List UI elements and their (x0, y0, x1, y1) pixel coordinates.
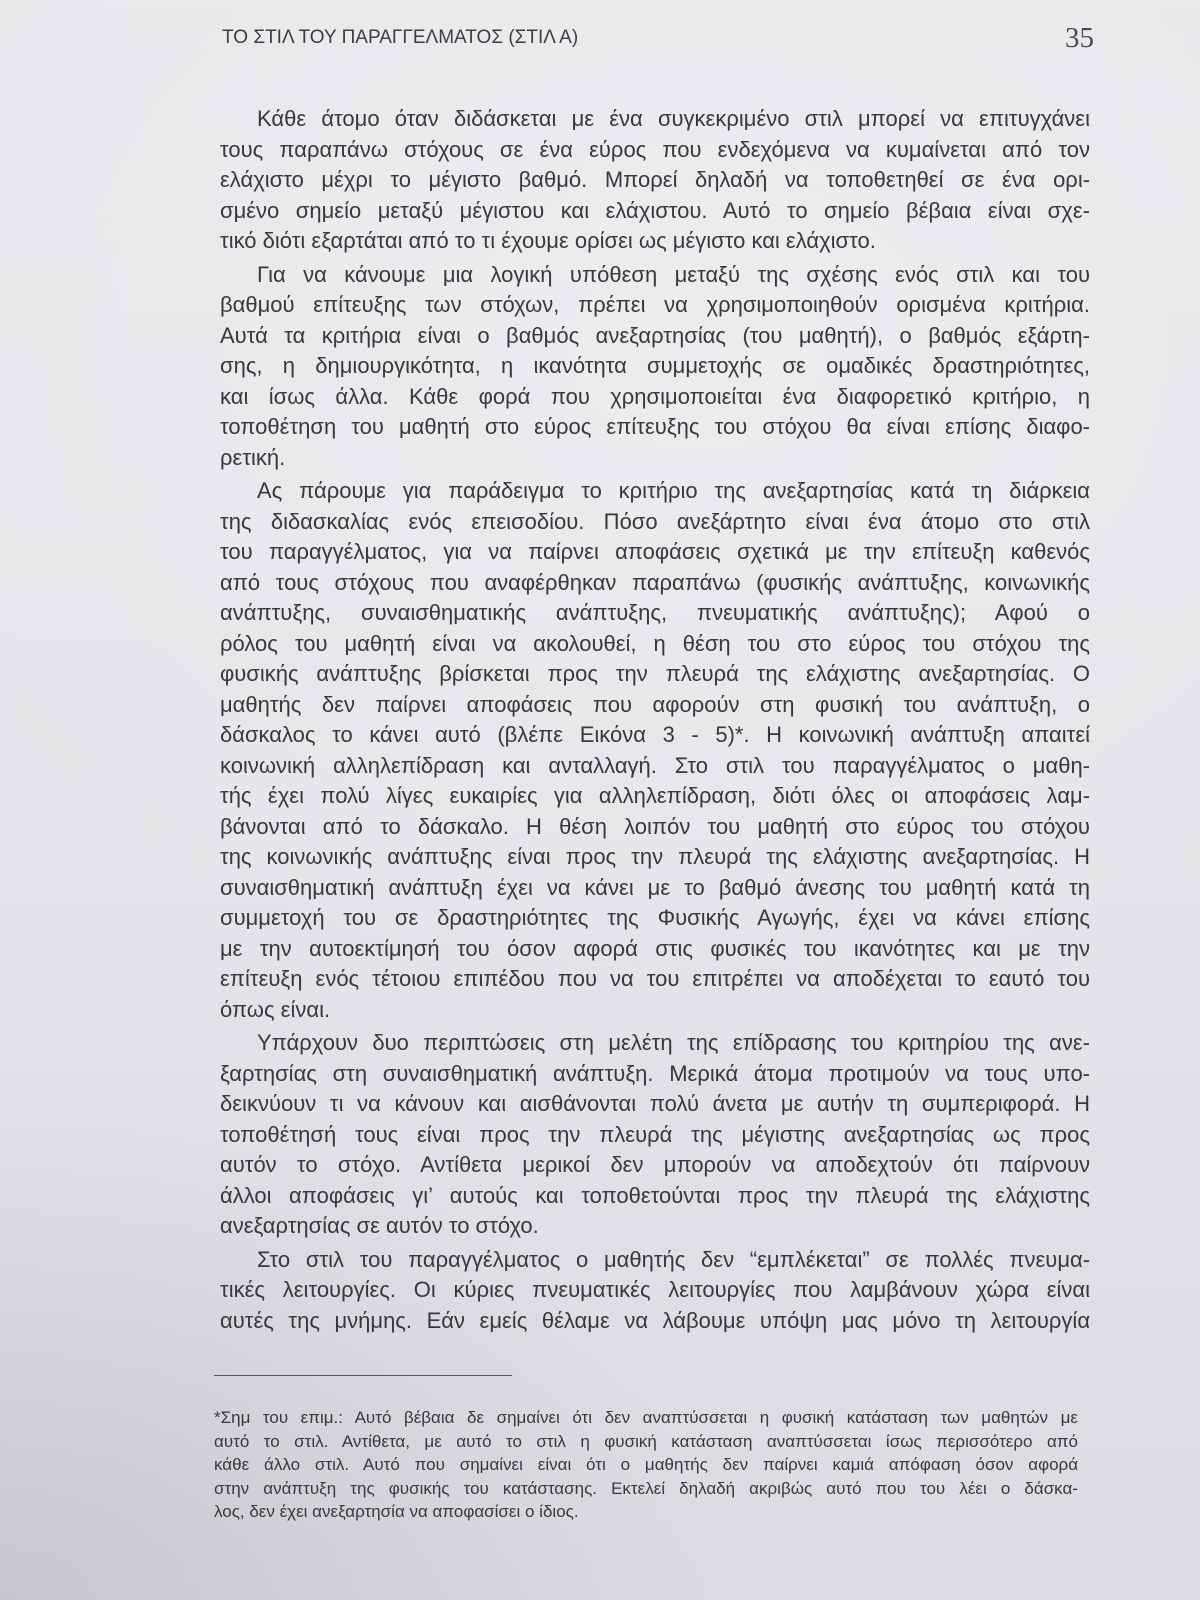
page-number: 35 (1065, 22, 1094, 54)
text-line: τής έχει πολύ λίγες ευκαιρίες για αλληλεπίδραση, διότι όλες οι αποφάσεις λαμ- (220, 783, 1091, 808)
paragraph (220, 260, 1090, 474)
text-line: με την αυτοεκτίμησή του όσον αφορά στις φυσικές του ικανότητες και με την (220, 935, 1090, 961)
text-line: άλλοι αποφάσεις γι’ αυτούς και τοποθετούνται προς την πλευρά της ελάχιστης (220, 1182, 1090, 1208)
text-line: Αυτά τα κριτήρια είναι ο βαθμός ανεξαρτησίας (του μαθητή), ο βαθμός εξάρτη- (220, 322, 1090, 348)
paragraph (220, 476, 1090, 1025)
paragraph (220, 104, 1090, 257)
text-line: βαθμού επίτευξης των στόχων, πρέπει να χρησιμοποιηθούν ορισμένα κριτήρια. (220, 292, 1090, 317)
text-line: του παραγγέλματος, για να παίρνει αποφάσεις σχετικά με την επίτευξη καθενός (220, 539, 1091, 564)
text-line: φυσικής ανάπτυξης βρίσκεται προς την πλευρά της ελάχιστης ανεξαρτησίας. Ο (220, 661, 1090, 686)
text-line: της διδασκαλίας ενός επεισοδίου. Πόσο ανεξάρτητο είναι ένα άτομο στο στιλ (220, 508, 1091, 534)
text-line: βάνονται από το δάσκαλο. Η θέση λοιπόν του μαθητή στο εύρος του στόχου (220, 813, 1090, 839)
text-line: δεικνύουν τι να κάνουν και αισθάνονται πολύ άνετα με αυτήν τη συμπεριφορά. Η (220, 1091, 1090, 1116)
footnote (214, 1406, 1078, 1524)
paragraph (220, 1245, 1090, 1337)
text-line: επίτευξη ενός τέτοιου επιπέδου που να του επιτρέπει να αποδέχεται το εαυτό του (220, 966, 1090, 991)
text-line: αυτές της μνήμης. Εάν εμείς θέλαμε να λάβουμε υπόψη μας μόνο τη λειτουργία (220, 1307, 1091, 1333)
footnote-line: *Σημ του επιμ.: Αυτό βέβαια δε σημαίνει ότι δεν αναπτύσσεται η φυσική κατάσταση των μαθητών με (214, 1408, 1078, 1427)
text-line: συμμετοχή του σε δραστηριότητες της Φυσικής Αγωγής, έχει να κάνει επίσης (220, 905, 1090, 930)
text-line: σης, η δημιουργικότητα, η ικανότητα συμμετοχής σε ομαδικές δραστηριότητες, (220, 353, 1090, 378)
text-line: συναισθηματική ανάπτυξη έχει να κάνει με το βαθμό άνεσης του μαθητή κατά τη (220, 874, 1090, 900)
text-line: τους παραπάνω στόχους σε ένα εύρος που ενδεχόμενα να κυμαίνεται από τον (220, 136, 1090, 162)
text-line: ελάχιστο μέχρι το μέγιστο βαθμό. Μπορεί δηλαδή να τοποθετηθεί σε ένα ορι- (220, 167, 1091, 192)
footnote-line: αυτό το στιλ. Αντίθετα, με αυτό το στιλ η φυσική κατάσταση αναπτύσσεται ίσως περισσότερο από (214, 1431, 1078, 1451)
text-line: και ίσως άλλα. Κάθε φορά που χρησιμοποιείται ένα διαφορετικό κριτήριο, η (220, 383, 1090, 409)
footnote-line: στην ανάπτυξη της φυσικής του κατάστασης. Εκτελεί δηλαδή ακριβώς αυτό που του λέει ο δάσκα- (214, 1478, 1078, 1498)
text-line: δάσκαλος το κάνει αυτό (βλέπε Εικόνα 3 - 5)*. Η κοινωνική ανάπτυξη απαιτεί (220, 722, 1091, 747)
text-line: τικές λειτουργίες. Οι κύριες πνευματικές λειτουργίες που λαμβάνουν χώρα είναι (220, 1277, 1091, 1302)
text-line: ρετική. (220, 444, 286, 470)
footnote-line: κάθε άλλο στιλ. Αυτό που σημαίνει είναι ότι ο μαθητής δεν παίρνει καμιά απόφαση όσον αφορά (214, 1455, 1079, 1474)
paragraph (220, 1028, 1090, 1242)
text-line: μαθητής δεν παίρνει αποφάσεις που αφορούν στη φυσική του ανάπτυξη, ο (220, 691, 1090, 717)
text-line: ανεξαρτησίας σε αυτόν το στόχο. (220, 1213, 539, 1238)
text-line: σμένο σημείο μεταξύ μέγιστου και ελάχιστου. Αυτό το σημείο βέβαια είναι σχε- (220, 197, 1090, 223)
text-line: της κοινωνικής ανάπτυξης είναι προς την πλευρά της ελάχιστης ανεξαρτησίας. Η (220, 844, 1091, 869)
text-line: τοποθέτηση του μαθητή στο εύρος επίτευξης του στόχου θα είναι επίσης διαφο- (220, 414, 1091, 439)
text-line: τοποθέτησή τους είναι προς την πλευρά της μέγιστης ανεξαρτησίας ως προς (220, 1121, 1091, 1147)
text-line: ξαρτησίας στη συναισθηματική ανάπτυξη. Μερικά άτομα προτιμούν να τους υπο- (220, 1060, 1091, 1086)
text-line: αυτόν το στόχο. Αντίθετα μερικοί δεν μπορούν να αποδεχτούν ότι παίρνουν (220, 1152, 1091, 1177)
text-line: Ας πάρουμε για παράδειγμα το κριτήριο της ανεξαρτησίας κατά τη διάρκεια (257, 478, 1090, 503)
footnote-line: λος, δεν έχει ανεξαρτησία να αποφασίσει ο ίδιος. (214, 1502, 579, 1521)
footnote-rule (214, 1375, 512, 1376)
text-line: Στο στιλ του παραγγέλματος ο μαθητής δεν “εμπλέκεται” σε πολλές πνευμα- (257, 1246, 1091, 1272)
running-title: ΤΟ ΣΤΙΛ ΤΟΥ ΠΑΡΑΓΓΕΛΜΑΤΟΣ (ΣΤΙΛ Α) (222, 27, 579, 48)
text-line: ανάπτυξης, συναισθηματικής ανάπτυξης, πνευματικής ανάπτυξης); Αφού ο (220, 600, 1090, 625)
text-line: Υπάρχουν δυο περιπτώσεις στη μελέτη της επίδρασης του κριτηρίου της ανε- (257, 1030, 1090, 1055)
text-line: Για να κάνουμε μια λογική υπόθεση μεταξύ της σχέσης ενός στιλ και του (257, 261, 1091, 287)
text-line: ρόλος του μαθητή είναι να ακολουθεί, η θέση του στο εύρος του στόχου της (220, 630, 1090, 656)
text-line: κοινωνική αλληλεπίδραση και ανταλλαγή. Στο στιλ του παραγγέλματος ο μαθη- (220, 752, 1091, 778)
text-line: από τους στόχους που αναφέρθηκαν παραπάνω (φυσικής ανάπτυξης, κοινωνικής (220, 569, 1091, 595)
text-line: όπως είναι. (220, 996, 331, 1022)
text-line: Κάθε άτομο όταν διδάσκεται με ένα συγκεκριμένο στιλ μπορεί να επιτυγχάνει (257, 106, 1091, 131)
text-line: τικό διότι εξαρτάται από το τι έχουμε ορίσει ως μέγιστο και ελάχιστο. (220, 228, 876, 253)
body-text (220, 104, 1090, 1336)
